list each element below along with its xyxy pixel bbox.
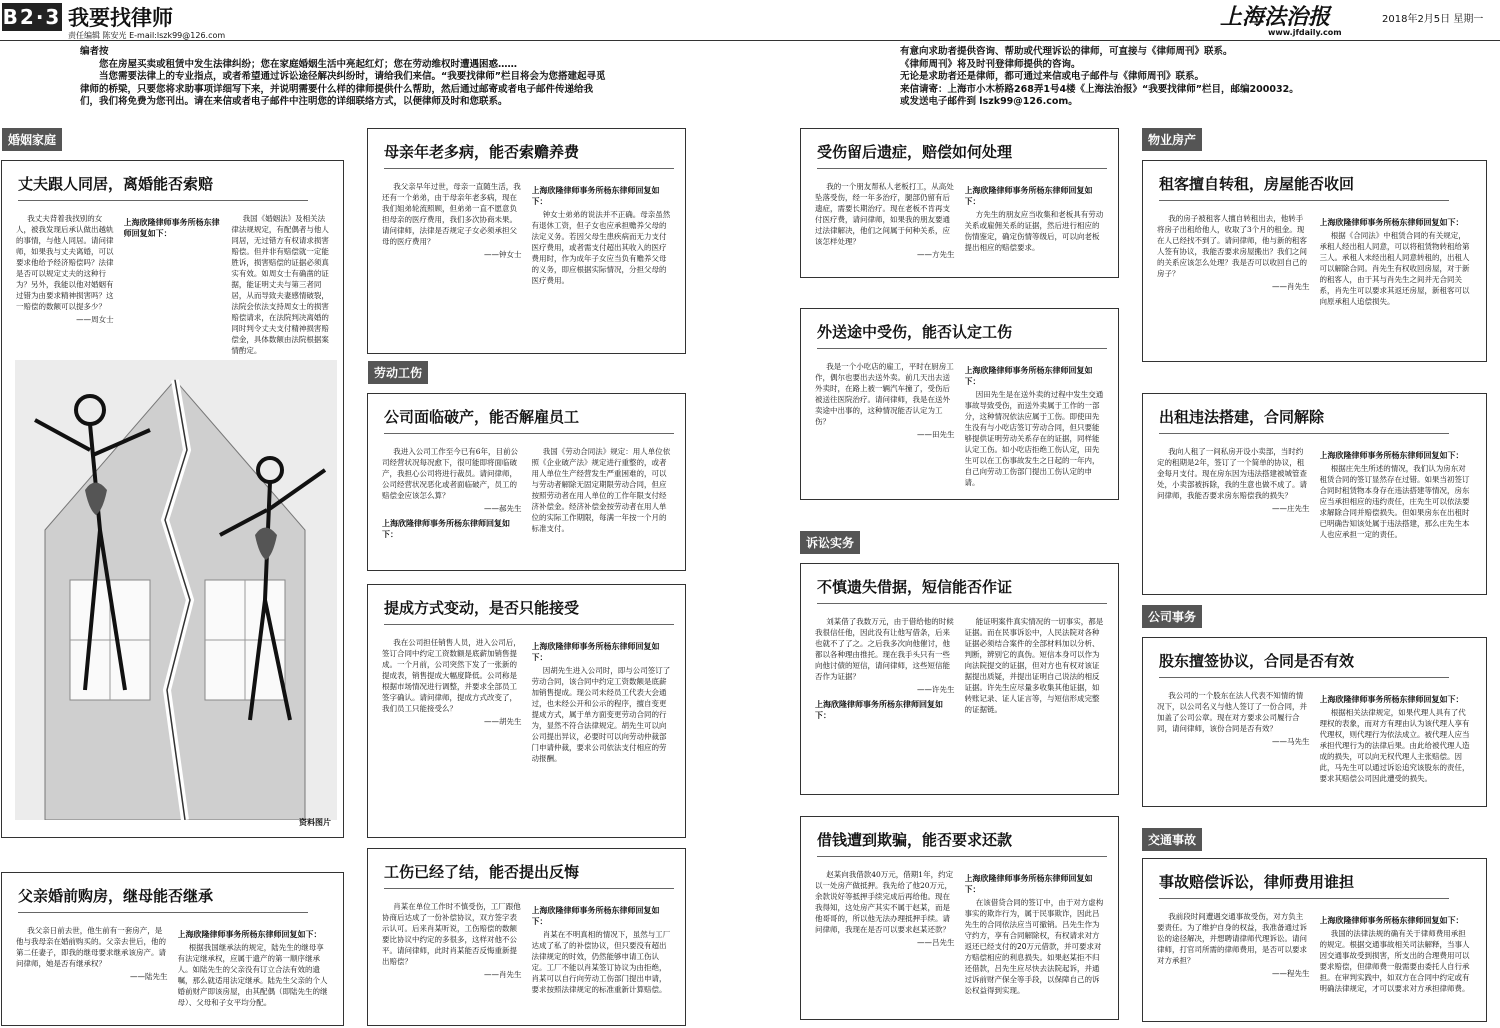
article-title: 借钱遭到欺骗，能否要求还款 [817,829,1107,857]
question-text: 我向人租了一间私房开设小卖部，当时约定的租期是2年，签订了一个简单的协议，租金每月支付。现在房东因为违法搭建被城管查处，小卖部被拆除，我的生意也做不成了。请问律师，我能否要求房东赔偿我的损失？ [1157,447,1307,500]
editor-note-label: 编者按 [80,46,109,57]
contact-p7: 或发送电子邮件到 lszk99@126.com。 [900,96,1078,107]
firm-reply-label: 上海欣隆律师事务所杨东律师回复如下： [815,700,943,720]
page-header [0,0,1500,42]
article-a6 [367,848,686,1026]
contact-info [900,46,1320,109]
article-a11 [1142,160,1487,362]
article-title: 事故赔偿诉讼，律师费用谁担 [1159,871,1449,899]
question-text: 我父亲日前去世，他生前有一套房产，是他与我母亲在婚前购买的。父亲去世后，他的第二任妻子，即我的继母要求继承该房产。请问律师，她是否有继承权？ [16,926,166,968]
firm-reply-label: 上海欣隆律师事务所杨东律师回复如下： [531,642,660,662]
question-text: 我公司的一个股东在法人代表不知情的情况下，以公司名义与他人签订了一份合同，并加盖了公司公章。现在对方要求公司履行合同，请问律师，该份合同是否有效？ [1157,691,1307,733]
website-url: www.jfdaily.com [1268,28,1342,37]
question-text: 我是一个小吃店的雇工，平时在厨房工作，偶尔也要出去送外卖。前几天出去送外卖时，在路上被一辆汽车撞了，受伤后被送往医院治疗。请问律师，我是在送外卖途中出事的，这种情况能否认定为工伤？ [815,362,954,426]
firm-reply-label: 上海欣隆律师事务所杨东律师回复如下： [531,186,660,206]
article-a2 [1,872,344,1026]
question-text: 我在公司担任销售人员，进入公司后，签订合同中约定工资数额是底薪加销售提成。一个月前，公司突然下发了一张新的提成表，销售提成大幅度降低。公司称是根据市场情况进行调整，并要求全部员工签字确认。请问律师，提成方式改变了，我们员工只能接受么？ [382,638,521,713]
answer-text: 钟女士弟弟的说法并不正确。母亲虽然有退休工资，但子女也应承担赡养父母的法定义务。若因父母生患疾病而无力支付医疗费用，或者需支付超出其收入的医疗费用时，作为成年子女应当负有赡养父母的义务，即应根据实际情况，分担父母的医疗费用。 [531,210,671,285]
article-title: 出租违法搭建，合同解除 [1159,406,1449,434]
question-text: 我的一个朋友帮私人老板打工，从高处坠落受伤，经一年多治疗，腿部仍留有后遗症，需要长期治疗。现在老板不肯再支付医疗费，请问律师，如果我的朋友要通过法律解决，他们之间属于何种关系，应该怎样处理？ [815,182,954,246]
question-text: 我进入公司工作至今已有6年，目前公司经营状况每况愈下，很可能即将面临破产，我担心公司将进行裁员。请问律师，公司经营状况恶化或者面临破产，员工的赔偿金应该怎么算？ [382,447,519,500]
article-title: 提成方式变动，是否只能接受 [384,597,674,625]
signature: ——程先生 [1272,969,1310,978]
answer-text: 根据我国继承法的规定，陆先生的继母享有法定继承权，应属于遗产的第一顺序继承人。如陆先生的父亲没有订立合法有效的遗嘱，那么就适用法定继承。陆先生父亲的个人婚前财产即该房屋，由其配偶（即陆先生的继母）、父母和子女平均分配。 [177,943,328,1007]
article-title: 工伤已经了结，能否提出反悔 [384,861,674,889]
article-title: 外送途中受伤，能否认定工伤 [817,321,1107,349]
article-a5 [367,584,686,838]
firm-reply-label: 上海欣隆律师事务所杨东律师回复如下： [177,930,322,939]
editor-note [80,46,610,109]
question-text: 我父亲早年过世，母亲一直随生活，我还有一个弟弟，由于母亲年老多病，现在我们姐弟轮流照顾，但弟弟一直不愿意负担母亲的医疗费用，我们多次协商未果。请问律师，法律是否规定子女必须承担父母的医疗费用？ [382,182,521,246]
article-title: 丈夫跟人同居，离婚能否索赔 [18,173,308,201]
article-a10 [800,816,1119,1020]
question-text: 我丈夫背着我找别的女人，被我发现后承认做出越轨的事情，与他人同居。请问律师，如果我与丈夫离婚，可以要求他给予经济赔偿吗？法律是否可以规定丈夫的这种行为？另外，我能以他对婚姻有过错为由要求精神损害吗？这一赔偿的数额可以提多少？ [16,214,114,311]
answer-text: 根据庄先生所述的情况，我们认为房东对租赁合同的签订显然存在过错。如果当初签订合同时租赁物本身存在违法搭建等情况，房东应当承担相应的违约责任，庄先生可以依法要求解除合同并赔偿损失。但如果房东在出租时已明确告知该处属于违法搭建，那么庄先生本人也应承担一定的责任。 [1319,464,1470,539]
firm-reply-label: 上海欣隆律师事务所杨东律师回复如下： [531,906,660,926]
photo-caption: 资料图片 [299,818,331,827]
answer-text: 能证明案件真实情况的一切事实，都是证据。而在民事诉讼中，人民法院对各种证据必须结合案件的全部材料加以分析、判断，辨别它的真伪。短信本身可以作为向法院提交的证据，但对方也有权对该证据提出质疑，并提出证明自己说法的相反证据。许先生应尽量多收集其他证据，如转账记录、证人证言等，与短信形成完整的证据链。 [964,617,1104,714]
issue-date: 2018年2月5日 星期一 [1382,14,1484,25]
contact-p6: 来信请寄：上海市小木桥路268弄1号4楼《上海法治报》“我要找律师”栏目，邮编200032。 [900,83,1299,95]
section-title: 我要找律师 [68,6,173,30]
answer-text: 方先生的朋友应当收集和老板具有劳动关系或雇佣关系的证据，然后进行相应的伤情鉴定，确定伤情等级后，可以向老板提出相应的赔偿要求。 [964,210,1104,252]
signature: ——周女士 [76,315,114,324]
editor-line: 责任编辑 陈安光 E-mail:lszk99@126.com [68,31,226,40]
signature: ——郝先生 [484,504,522,513]
editor-note-p1: 您在房屋买卖或租赁中发生法律纠纷；您在家庭婚姻生活中亮起红灯；您在劳动维权时遭遇困惑…… [99,58,518,70]
article-title: 不慎遗失借据，短信能否作证 [817,576,1107,604]
page-number: B2·3 [2,5,62,29]
signature: ——吕先生 [917,938,955,947]
illustration-photo [15,360,337,832]
firm-reply-label: 上海欣隆律师事务所杨东律师回复如下： [964,186,1093,206]
question-text: 我前段时间遭遇交通事故受伤，对方负主要责任。为了维护自身的权益，我准备通过诉讼的途径解决，并想聘请律师代理诉讼。请问律师，打官司所需的律师费用，是否可以要求对方承担？ [1157,912,1307,965]
firm-reply-label: 上海欣隆律师事务所杨东律师回复如下： [123,218,220,238]
article-title: 受伤留后遗症，赔偿如何处理 [817,141,1107,169]
answer-text: 因田先生是在送外卖的过程中发生交通事故导致受伤，而送外卖属于工作的一部分，这种情况依法应属于工伤。即使田先生没有与小吃店签订劳动合同，但只要能够提供证明劳动关系存在的证据，同样能认定工伤。如小吃店拒绝工伤认定，田先生可以在工伤事故发生之日起的一年内，自己向劳动工伤部门提出工伤认定的申请。 [964,390,1104,487]
answer-text: 我国《婚姻法》及相关法律法规规定，有配偶者与他人同居，无过错方有权请求损害赔偿。但并非有赔偿就一定能胜诉，损害赔偿的证据必须真实有效。如周女士有确凿的证据，能证明丈夫与第三者同居，从而导致夫妻感情破裂，法院会依法支持周女士的损害赔偿请求，在法院判决离婚的同时判令丈夫支付精神损害赔偿金，具体数额由法院根据案情酌定。 [231,214,329,355]
contact-p3: 有意向求助者提供咨询、帮助或代理诉讼的律师，可直接与《律师周刊》联系。 [900,46,1233,57]
question-text: 我的房子被租客人擅自转租出去，他转手将房子出租给他人，收取了3个月的租金。现在人已经找不到了。请问律师，他与新的租客人签有协议，我能否要求房屋搬出？我们之间的关系应该怎么处理？我是否可以收回自己的房子？ [1157,214,1307,278]
answer-text: 因胡先生进入公司时，即与公司签订了劳动合同，该合同中约定工资数额是底薪加销售提成。现公司未经员工代表大会通过，也未经公开和公示的程序，擅自变更提成方式，属于单方面变更劳动合同的行为，显然不符合法律规定。胡先生可以向公司提出异议，必要时可以向劳动仲裁部门申请仲裁，要求公司依法支付相应的劳动报酬。 [531,666,671,763]
signature: ——钟女士 [484,250,522,259]
couple-illustration [15,360,337,820]
answer-text: 我国《劳动合同法》规定：用人单位依照《企业破产法》规定进行重整的，或者用人单位生产经营发生严重困难的，可以与劳动者解除无固定期限劳动合同，但应按照劳动者在用人单位的工作年限支付经济补偿金。经济补偿金按劳动者在用人单位的实际工作期限，每满一年按一个月的标准支付。 [531,447,671,533]
article-a4 [367,393,686,571]
answer-text: 我国的法律法规的确有关于律师费用承担的规定。根据交通事故相关司法解释，当事人因交通事故受到损害，所支出的合理费用可以要求赔偿，但律师费一般需要由委托人自行承担。在审判实践中，如双方在合同中约定或有明确法律规定，才可以要求对方承担律师费。 [1319,929,1470,993]
article-title: 母亲年老多病，能否索赡养费 [384,141,674,169]
header-rule [0,40,1500,41]
tag-labor: 劳动工伤 [368,361,428,384]
firm-reply-label: 上海欣隆律师事务所杨东律师回复如下： [382,519,510,539]
signature: ——肖先生 [484,970,522,979]
article-title: 股东擅签协议，合同是否有效 [1159,650,1449,678]
article-title: 公司面临破产，能否解雇员工 [384,406,674,434]
answer-text: 肖某在不明真相的情况下，虽然与工厂达成了私了的补偿协议，但只要没有超出法律规定的时效，仍然能够申请工伤认定。工厂不能以肖某签订协议为由拒绝，肖某可以自行向劳动工伤部门提出申请，要求按照法律规定的标准重新计算赔偿。 [531,930,671,994]
article-a14 [1142,858,1487,1022]
contact-p4: 《律师周刊》将及时刊登律师提供的咨询。 [900,58,1081,70]
signature: ——胡先生 [484,717,522,726]
tag-traffic: 交通事故 [1142,828,1202,851]
newspaper-logo: 上海法治报 [1220,4,1331,30]
signature: ——田先生 [917,430,955,439]
firm-reply-label: 上海欣隆律师事务所杨东律师回复如下： [1319,695,1464,704]
signature: ——庄先生 [1272,504,1310,513]
answer-text: 根据《合同法》中租赁合同的有关规定，承租人经出租人同意，可以将租赁物转租给第三人。承租人未经出租人同意转租的，出租人可以解除合同。肖先生有权收回房屋，对于新的租客人，由于其与肖先生之间并无合同关系，肖先生可以要求其返还房屋，新租客可以向原承租人追偿损失。 [1319,231,1470,306]
article-a8 [800,308,1119,500]
article-a12 [1142,393,1487,595]
firm-reply-label: 上海欣隆律师事务所杨东律师回复如下： [964,366,1093,386]
signature: ——马先生 [1272,737,1310,746]
article-a7 [800,128,1119,278]
answer-text: 根据相关法律规定，如果代理人具有了代理权的表象，而对方有理由认为该代理人享有代理权，则代理行为依法成立。被代理人应当承担代理行为的法律后果。由此给被代理人造成的损失，可以向无权代理人主张赔偿。因此，马先生可以通过诉讼追究该股东的责任，要求其赔偿公司因此遭受的损失。 [1319,708,1470,783]
tag-litigation: 诉讼实务 [800,531,860,554]
tag-marriage: 婚姻家庭 [2,128,62,151]
article-a13 [1142,637,1487,807]
article-a9 [800,563,1119,795]
article-title: 父亲婚前购房，继母能否继承 [18,885,308,913]
question-text: 赵某向我借款40万元，借期1年，约定以一处房产做抵押。我先给了他20万元，余款说好等抵押手续完成后再给他。现在我得知，这处房产其实不属于赵某，而是他哥哥的，所以他无法办理抵押手续。请问律师，我现在是否可以要求赵某还款？ [815,870,954,934]
firm-reply-label: 上海欣隆律师事务所杨东律师回复如下： [964,874,1093,894]
tag-property: 物业房产 [1142,128,1202,151]
answer-text: 在该借贷合同的签订中，由于对方虚构事实的欺诈行为，属于民事欺诈，因此吕先生的合同依法应当可撤销。吕先生作为守约方，享有合同解除权，有权请求对方返还已经支付的20万元借款，并可要求对方赔偿相应的利息损失。如果赵某拒不归还借款，吕先生应尽快去法院起诉，并通过诉前财产保全等手段，以保障自己的诉讼权益得到实现。 [964,898,1104,995]
signature: ——陆先生 [130,972,168,981]
editor-note-p2: 当您需要法律上的专业指点，或者希望通过诉讼途径解决纠纷时，请给我们来信。“我要找律师”栏目将会为您搭建起寻觅律师的桥梁，只要您将求助事项详细写下来，并说明需要什么样的律师提供什么帮助，然后通过邮寄或者电子邮件传递给我们，我们将免费为您刊出。请在来信或者电子邮件中注明您的详细联络方式，以便律师及时和您联系。 [80,71,606,107]
tag-company: 公司事务 [1142,605,1202,628]
question-text: 肖某在单位工作时不慎受伤，工厂跟他协商后达成了一份补偿协议，双方签字表示认可。后来肖某听说，工伤赔偿的数额要比协议中约定的多很多，这样对他不公平。请问律师，此时肖某能否反悔重新提出赔偿？ [382,902,521,966]
firm-reply-label: 上海欣隆律师事务所杨东律师回复如下： [1319,916,1464,925]
article-title: 租客擅自转租，房屋能否收回 [1159,173,1449,201]
question-text: 刘某借了我数万元，由于借给他的时候我很信任他，因此没有让他写借条，后来也就不了了之。之后我多次向他催讨，他都以各种理由推托。现在我手头只有一些向他讨债的短信，请问律师，这些短信能否作为证据？ [815,617,954,681]
article-a3 [367,128,686,354]
signature: ——肖先生 [1272,282,1310,291]
signature: ——方先生 [917,250,955,259]
signature: ——许先生 [917,685,955,694]
firm-reply-label: 上海欣隆律师事务所杨东律师回复如下： [1319,218,1464,227]
contact-p5: 无论是求助者还是律师，都可通过来信或电子邮件与《律师周刊》联系。 [900,71,1205,82]
firm-reply-label: 上海欣隆律师事务所杨东律师回复如下： [1319,451,1464,460]
